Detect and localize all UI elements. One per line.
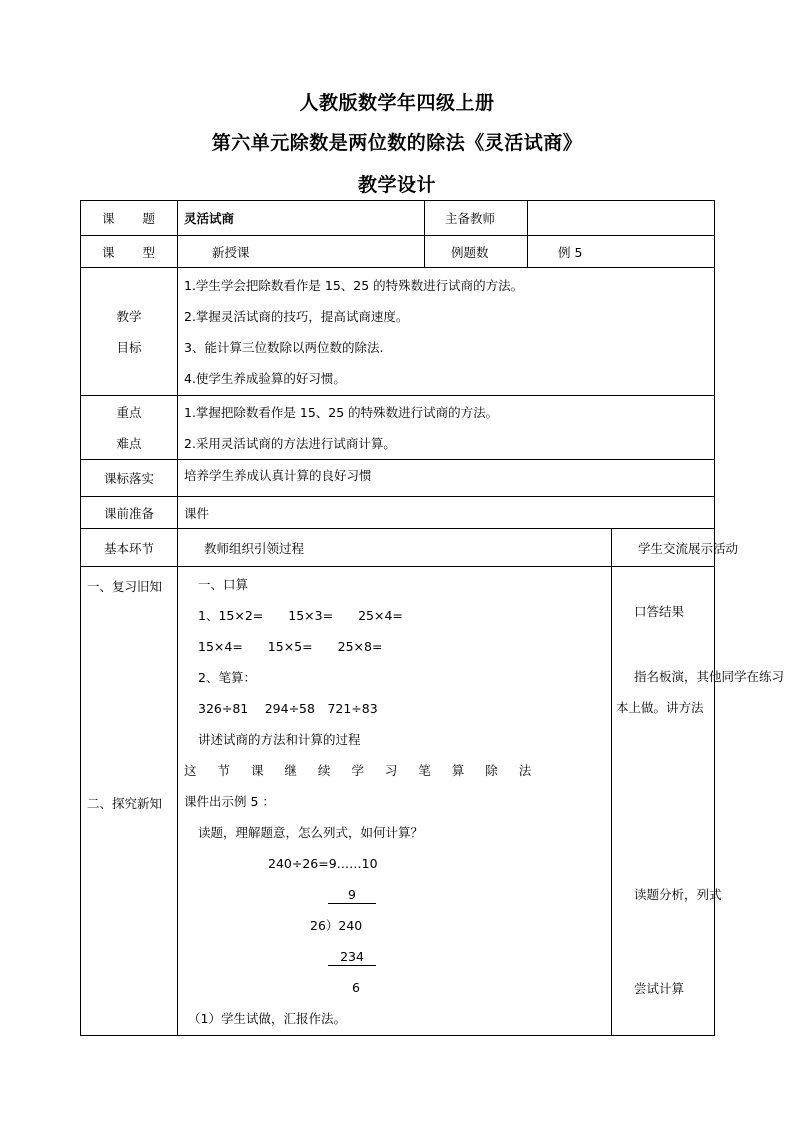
teacher-line: 讲述试商的方法和计算的过程 bbox=[198, 732, 361, 747]
quotient-value: 9 bbox=[328, 887, 376, 904]
teacher-line: 这 节 课 继 续 学 习 笔 算 除 法 bbox=[184, 763, 540, 778]
key-points-label-line1: 重点 bbox=[116, 404, 142, 420]
example-count-label: 例题数 bbox=[425, 236, 528, 268]
example-count-value: 例 5 bbox=[528, 236, 715, 268]
lesson-type-value: 新授课 bbox=[178, 236, 425, 268]
teacher-line: 一、口算 bbox=[198, 577, 249, 592]
division-dividend: 26）240 bbox=[310, 918, 363, 933]
teacher-value bbox=[528, 201, 715, 236]
column-header-teacher: 教师组织引领过程 bbox=[178, 529, 612, 567]
column-header-stage: 基本环节 bbox=[81, 529, 178, 567]
division-remainder: 6 bbox=[352, 980, 360, 995]
key-point-item: 2.采用灵活试商的方法进行试商计算。 bbox=[184, 435, 396, 451]
stage-review: 一、复习旧知 bbox=[87, 579, 163, 594]
row-standard bbox=[81, 460, 715, 497]
process-stage-cell bbox=[81, 567, 178, 1036]
teacher-line: 课件出示例 5 ： bbox=[184, 794, 275, 809]
row-lesson-type bbox=[81, 236, 715, 268]
goals-content bbox=[178, 268, 715, 396]
goal-item: 3、能计算三位数除以两位数的除法. bbox=[184, 339, 384, 355]
prep-label: 课前准备 bbox=[81, 497, 178, 529]
teacher-line: 1、15×2= 15×3= 25×4= bbox=[198, 608, 403, 623]
key-points-label-line2: 难点 bbox=[116, 435, 142, 451]
key-points-content bbox=[178, 396, 715, 460]
teacher-line: 2、笔算： bbox=[198, 670, 256, 685]
student-board-line2: 本上做。讲方法 bbox=[616, 700, 704, 715]
goals-label bbox=[81, 268, 178, 396]
row-prep bbox=[81, 497, 715, 529]
teacher-line: 15×4= 15×5= 25×8= bbox=[198, 639, 383, 654]
division-equation: 240÷26=9……10 bbox=[268, 856, 378, 871]
student-answer: 口答结果 bbox=[634, 604, 685, 619]
topic-label: 课 题 bbox=[81, 201, 178, 236]
process-student-cell bbox=[612, 567, 785, 1036]
division-product bbox=[178, 941, 611, 972]
teacher-line: （1）学生试做，汇报作法。 bbox=[188, 1011, 346, 1026]
goals-label-line1: 教学 bbox=[116, 308, 142, 324]
student-try: 尝试计算 bbox=[634, 981, 685, 996]
column-header-student: 学生交流展示活动 bbox=[612, 529, 715, 567]
teacher-label: 主备教师 bbox=[425, 201, 528, 236]
product-value: 234 bbox=[328, 949, 376, 966]
process-teacher-cell bbox=[178, 567, 612, 1036]
teacher-line: 读题，理解题意，怎么列式，如何计算？ bbox=[198, 825, 424, 840]
standard-label: 课标落实 bbox=[81, 460, 178, 497]
student-analysis: 读题分析，列式 bbox=[634, 887, 722, 902]
row-key-points bbox=[81, 396, 715, 460]
row-goals bbox=[81, 268, 715, 396]
document-title-line2: 第六单元除数是两位数的除法《灵活试商》 bbox=[211, 132, 583, 154]
student-board-line1: 指名板演，其他同学在练习 bbox=[634, 669, 785, 684]
lesson-plan-table bbox=[80, 200, 785, 1036]
goals-label-line2: 目标 bbox=[116, 339, 142, 355]
lesson-type-label: 课 型 bbox=[81, 236, 178, 268]
division-quotient bbox=[178, 879, 611, 910]
document-title-line1: 人教版数学年四级上册 bbox=[299, 92, 495, 114]
goal-item: 2.掌握灵活试商的技巧，提高试商速度。 bbox=[184, 308, 409, 324]
prep-value: 课件 bbox=[178, 497, 715, 529]
key-point-item: 1.掌握把除数看作是 15、25 的特殊数进行试商的方法。 bbox=[184, 404, 499, 420]
goal-item: 1.学生学会把除数看作是 15、25 的特殊数进行试商的方法。 bbox=[184, 277, 524, 293]
standard-value: 培养学生养成认真计算的良好习惯 bbox=[178, 460, 715, 497]
row-topic bbox=[81, 201, 715, 236]
stage-explore: 二、探究新知 bbox=[87, 796, 163, 811]
key-points-label bbox=[81, 396, 178, 460]
topic-value: 灵活试商 bbox=[178, 201, 425, 236]
document-title-line3: 教学设计 bbox=[357, 174, 436, 196]
row-column-headers bbox=[81, 529, 715, 567]
goal-item: 4.使学生养成验算的好习惯。 bbox=[184, 370, 346, 386]
row-process bbox=[81, 567, 715, 1036]
teacher-line: 326÷81 294÷58 721÷83 bbox=[198, 701, 378, 716]
